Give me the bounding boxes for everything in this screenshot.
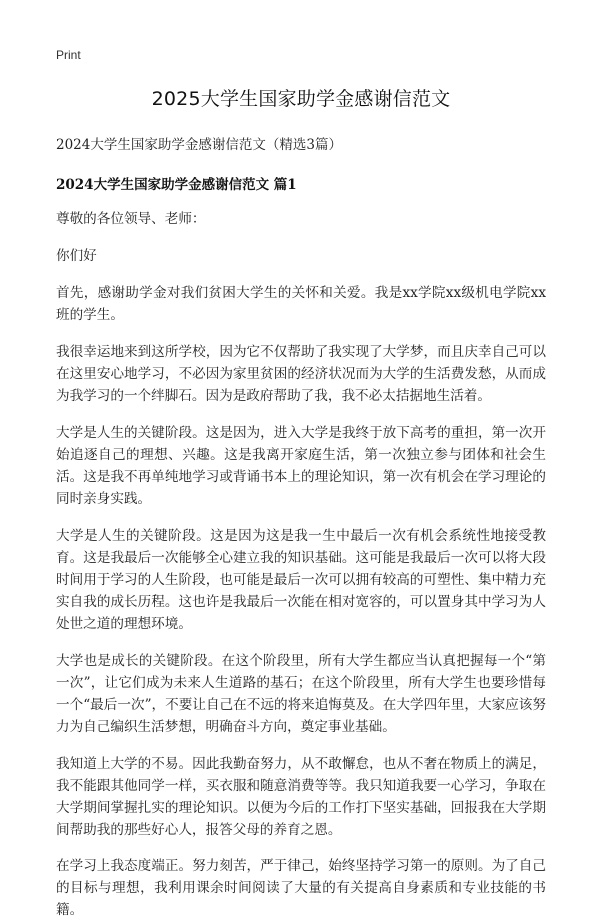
document-title: 2025大学生国家助学金感谢信范文 [151,88,451,110]
salutation: 尊敬的各位领导、老师： [56,211,206,227]
greeting: 你们好 [56,248,97,264]
paragraph: 我很幸运地来到这所学校，因为它不仅帮助了我实现了大学梦，而且庆幸自己可以在这里安心地学习，不必因为家里贫困的经济状况而为大学的生活费发愁，从而成为我学习的一个绊脚石。因为是政府帮助了我，我不必太拮据地生活着。 [56,344,546,404]
section-heading: 2024大学生国家助学金感谢信范文 篇1 [56,177,297,193]
print-link[interactable]: Print [56,48,81,62]
document-page [56,38,546,921]
paragraph: 大学也是成长的关键阶段。在这个阶段里，所有大学生都应当认真把握每一个“第一次”，让它们成为未来人生道路的基石；在这个阶段里，所有大学生也要珍惜每一个“最后一次”，不要让自己在不远的将来追悔莫及。在大学四年里，大家应该努力为自己编织生活梦想，明确奋斗方向，奠定事业基础。 [56,653,546,735]
paragraph: 大学是人生的关键阶段。这是因为这是我一生中最后一次有机会系统性地接受教育。这是我最后一次能够全心建立我的知识基础。这可能是我最后一次可以将大段时间用于学习的人生阶段，也可能是最后一次可以拥有较高的可塑性、集中精力充实自我的成长历程。这也许是我最后一次能在相对宽容的，可以置身其中学习为人处世之道的理想环境。 [56,528,546,632]
document-subtitle: 2024大学生国家助学金感谢信范文（精选3篇） [56,137,342,153]
paragraph: 大学是人生的关键阶段。这是因为，进入大学是我终于放下高考的重担，第一次开始追逐自己的理想、兴趣。这是我离开家庭生活，第一次独立参与团体和社会生活。这是我不再单纯地学习或背诵书本上的理论知识，第一次有机会在学习理论的同时亲身实践。 [56,425,546,507]
paragraph: 我知道上大学的不易。因此我勤奋努力，从不敢懈怠，也从不奢在物质上的满足，我不能跟其他同学一样，买衣服和随意消费等等。我只知道我要一心学习，争取在大学期间掌握扎实的理论知识。以便为今后的工作打下坚实基础，回报我在大学期间帮助我的那些好心人，报答父母的养育之恩。 [56,756,546,838]
paragraph: 首先，感谢助学金对我们贫困大学生的关怀和关爱。我是xx学院xx级机电学院xx班的学生。 [56,285,546,323]
paragraph: 在学习上我态度端正。努力刻苦，严于律己，始终坚持学习第一的原则。为了自己的目标与理想，我利用课余时间阅读了大量的有关提高自身素质和专业技能的书籍。 [56,858,546,918]
